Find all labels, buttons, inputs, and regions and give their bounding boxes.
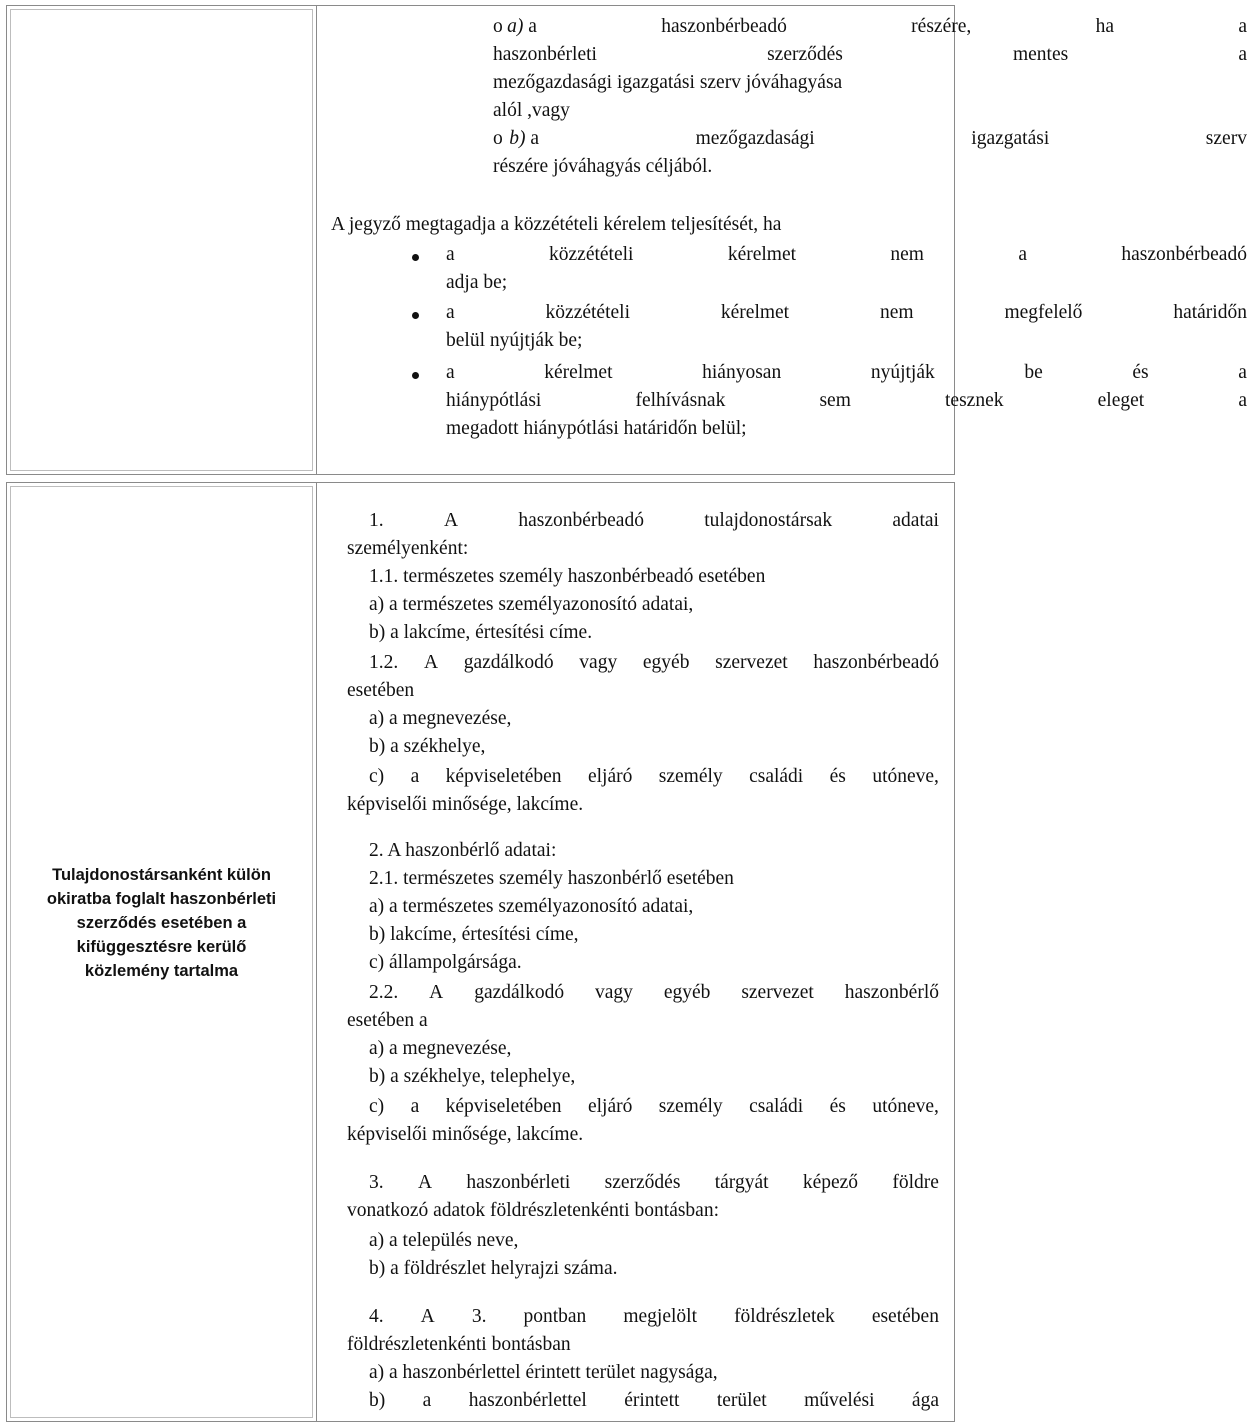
- refusal-item-2-line1: a közzétételi kérelmet nem megfelelő határidőn: [446, 302, 1247, 323]
- section-1-2-line1: 1.2. A gazdálkodó vagy egyéb szervezet haszonbérbeadó: [369, 652, 939, 673]
- label-cell-empty: [7, 6, 317, 474]
- refusal-item-3-line2: hiánypótlási felhívásnak sem tesznek eleget a: [446, 390, 1247, 411]
- sub-item-a-line3: mezőgazdasági igazgatási szerv jóváhagyása: [493, 72, 843, 93]
- content-cell: [317, 483, 954, 1421]
- section-1-2-line2: esetében: [347, 680, 415, 701]
- section-2-2-a: a) a megnevezése,: [369, 1038, 512, 1059]
- section-2-2-line1: 2.2. A gazdálkodó vagy egyéb szervezet haszonbérlő: [369, 982, 939, 1003]
- refusal-item-3-line1: a kérelmet hiányosan nyújtják be és a: [446, 362, 1247, 383]
- sub-item-a-line2: haszonbérleti szerződés mentes a: [493, 44, 1247, 65]
- content-cell: [317, 6, 1247, 474]
- section-3-b: b) a földrészlet helyrajzi száma.: [369, 1258, 618, 1279]
- section-4-a: a) a haszonbérlettel érintett terület nagysága,: [369, 1362, 718, 1383]
- bullet-icon: [412, 372, 419, 379]
- table-row-notice-content: [6, 482, 955, 1422]
- label-cell: [7, 483, 317, 1421]
- section-2-1-b: b) lakcíme, értesítési címe,: [369, 924, 579, 945]
- section-1-1-a: a) a természetes személyazonosító adatai,: [369, 594, 694, 615]
- sub-item-a-line1: o a) a haszonbérbeadó részére, ha a: [493, 16, 1247, 37]
- section-1-2-b: b) a székhelye,: [369, 736, 486, 757]
- section-3-line1: 3. A haszonbérleti szerződés tárgyát képező földre: [369, 1172, 939, 1193]
- refusal-intro: A jegyző megtagadja a közzétételi kérelem teljesítését, ha: [331, 214, 782, 235]
- section-1-1-b: b) a lakcíme, értesítési címe.: [369, 622, 593, 643]
- section-1-heading-line2: személyenként:: [347, 538, 469, 559]
- section-2-2-b: b) a székhelye, telephelye,: [369, 1066, 576, 1087]
- section-4-line1: 4. A 3. pontban megjelölt földrészletek esetében: [369, 1306, 939, 1327]
- section-2-1-a: a) a természetes személyazonosító adatai,: [369, 896, 694, 917]
- section-4-b: b) a haszonbérlettel érintett terület művelési ága: [369, 1390, 939, 1411]
- refusal-item-2-line2: belül nyújtják be;: [446, 330, 583, 351]
- section-2-1-heading: 2.1. természetes személy haszonbérlő esetében: [369, 868, 734, 889]
- sub-item-a-line4: alól ,vagy: [493, 100, 570, 121]
- sub-item-b-line1: o b) a mezőgazdasági igazgatási szerv: [493, 128, 1247, 149]
- section-1-heading-line1: 1. A haszonbérbeadó tulajdonostársak adatai: [369, 510, 939, 531]
- table-row-continuation: [6, 5, 1247, 475]
- section-2-heading: 2. A haszonbérlő adatai:: [369, 840, 557, 861]
- bullet-icon: [412, 254, 419, 261]
- refusal-item-3-line3: megadott hiánypótlási határidőn belül;: [446, 418, 747, 439]
- section-4-line2: földrészletenkénti bontásban: [347, 1334, 571, 1355]
- bullet-icon: [412, 312, 419, 319]
- section-2-2-line2: esetében a: [347, 1010, 428, 1031]
- row-label: Tulajdonostársanként külön okiratba foglalt haszonbérleti szerződés esetében a kifüggesztésre kerülő közlemény tartalma: [46, 866, 277, 980]
- refusal-item-1-line2: adja be;: [446, 272, 508, 293]
- section-1-2-c-line1: c) a képviseletében eljáró személy családi és utóneve,: [369, 766, 939, 787]
- section-2-2-c-line2: képviselői minősége, lakcíme.: [347, 1124, 584, 1145]
- section-2-1-c: c) állampolgársága.: [369, 952, 522, 973]
- refusal-item-1-line1: a közzétételi kérelmet nem a haszonbérbeadó: [446, 244, 1247, 265]
- section-3-a: a) a település neve,: [369, 1230, 519, 1251]
- section-1-2-a: a) a megnevezése,: [369, 708, 512, 729]
- section-3-line2: vonatkozó adatok földrészletenkénti bontásban:: [347, 1200, 720, 1221]
- section-2-2-c-line1: c) a képviseletében eljáró személy családi és utóneve,: [369, 1096, 939, 1117]
- section-1-1-heading: 1.1. természetes személy haszonbérbeadó esetében: [369, 566, 766, 587]
- sub-item-b-line2: részére jóváhagyás céljából.: [493, 156, 713, 177]
- section-1-2-c-line2: képviselői minősége, lakcíme.: [347, 794, 584, 815]
